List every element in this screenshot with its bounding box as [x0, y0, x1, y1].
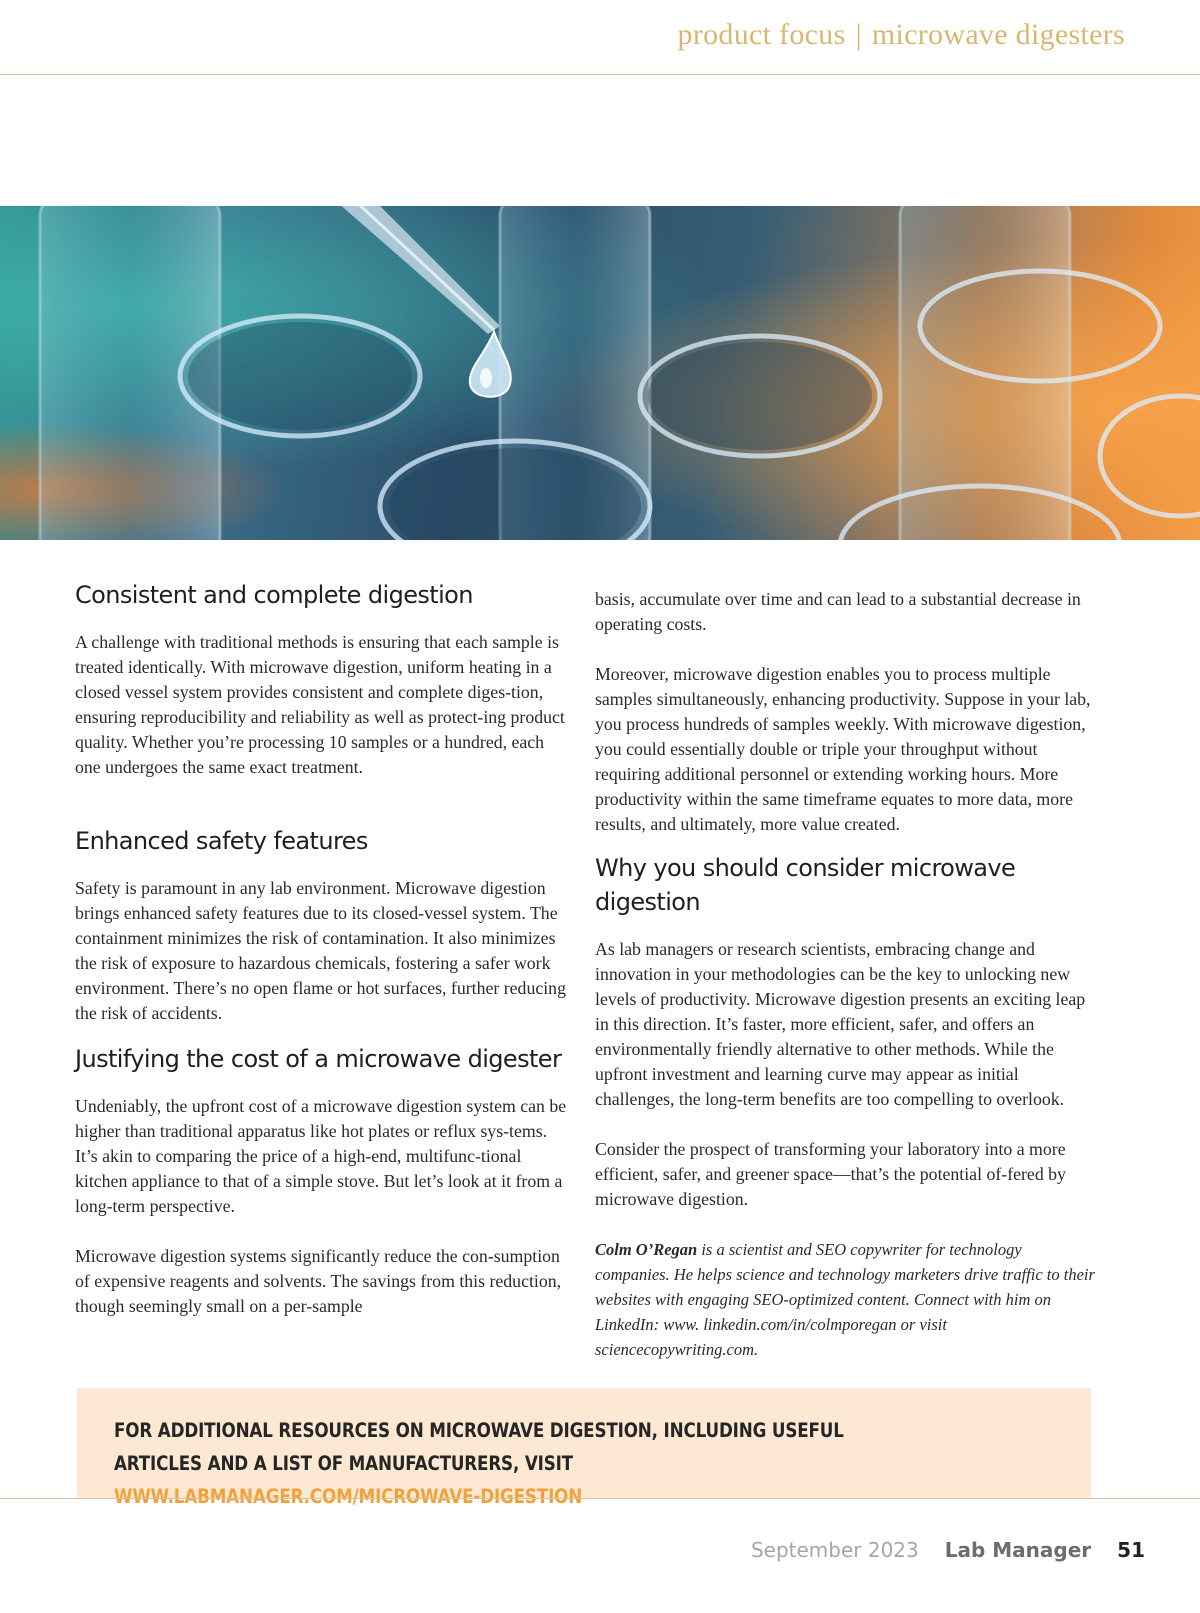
paragraph: Consider the prospect of transforming your laboratory into a more efficient, safer, and greener space—that’s the potential of-fered by microwave digestion. — [595, 1139, 1066, 1209]
section-heading: Why you should consider microwave digestion — [595, 854, 1016, 916]
section-heading: Consistent and complete digestion — [75, 581, 473, 609]
callout-link[interactable]: WWW.LABMANAGER.COM/MICROWAVE-DIGESTION — [114, 1485, 583, 1508]
footer-divider — [0, 1498, 1200, 1499]
left-column — [75, 578, 573, 1319]
issue-date: September 2023 — [750, 1538, 919, 1562]
page-number: 51 — [1117, 1538, 1145, 1562]
page-footer — [751, 1538, 1145, 1562]
paragraph: Undeniably, the upfront cost of a microwave digestion system can be higher than traditional apparatus like hot plates or reflux sys-tems. It’s akin to comparing the price of a high-end, multifunc-tional kitchen appliance to that of a simple stove. But let’s look at it from a long-term perspective. — [75, 1096, 567, 1216]
paragraph: Safety is paramount in any lab environment. Microwave digestion brings enhanced safety features due to its closed-vessel system. The containment minimizes the risk of contamination. It also minimizes the risk of exposure to hazardous chemicals, fostering a safer work environment. There’s no open flame or hot surfaces, further reducing the risk of accidents. — [75, 878, 566, 1023]
topic-label: microwave digesters — [871, 18, 1125, 51]
section-heading: Enhanced safety features — [75, 827, 368, 855]
author-bio-text: is a scientist and SEO copywriter for technology companies. He helps science and technology marketers drive traffic to their websites with engaging SEO-optimized content. Connect with him on LinkedIn: www. linkedin.com/in/colmporegan or visit sciencecopywriting.com. — [595, 1240, 1095, 1359]
callout-label: FOR ADDITIONAL RESOURCES ON MICROWAVE DIGESTION, INCLUDING USEFUL ARTICLES AND A LIST OF MANUFACTURERS, VISIT — [114, 1419, 844, 1475]
right-column — [595, 587, 1095, 1362]
hero-image — [0, 206, 1200, 540]
section-separator: | — [855, 18, 862, 51]
paragraph: Microwave digestion systems significantly reduce the con-sumption of expensive reagents and solvents. The savings from this reduction, though seemingly small on a per-sample — [75, 1246, 562, 1316]
section-title — [678, 18, 1125, 52]
resources-callout — [77, 1388, 1091, 1508]
paragraph: As lab managers or research scientists, embracing change and innovation in your methodologies can be the key to unlocking new levels of productivity. Microwave digestion presents an exciting leap in this direction. It’s faster, more efficient, safer, and offers an environmentally friendly alternative to other methods. While the upfront investment and learning curve may appear as initial challenges, the long-term benefits are too compelling to overlook. — [595, 939, 1086, 1109]
paragraph: A challenge with traditional methods is ensuring that each sample is treated identically. With microwave digestion, uniform heating in a closed vessel system provides consistent and complete diges-tion, ensuring reproducibility and reliability as well as protect-ing product quality. Whether you’re processing 10 samples or a hundred, each one undergoes the same exact treatment. — [75, 632, 565, 777]
section-label: product focus — [677, 18, 846, 51]
pipette-and-test-tubes-photo-icon — [0, 206, 1200, 540]
author-bio — [595, 1237, 1095, 1362]
paragraph: basis, accumulate over time and can lead to a substantial decrease in operating costs. — [595, 589, 1081, 634]
section-heading: Justifying the cost of a microwave digester — [75, 1045, 562, 1073]
magazine-name: Lab Manager — [944, 1538, 1092, 1562]
author-name: Colm O’Regan — [595, 1240, 698, 1259]
page-header — [0, 0, 1200, 75]
paragraph: Moreover, microwave digestion enables you to process multiple samples simultaneously, enhancing productivity. Suppose in your lab, you process hundreds of samples weekly. With microwave digestion, you could essentially double or triple your throughput without requiring additional personnel or extending working hours. More productivity within the same timeframe equates to more data, more results, and ultimately, more value created. — [595, 664, 1091, 834]
